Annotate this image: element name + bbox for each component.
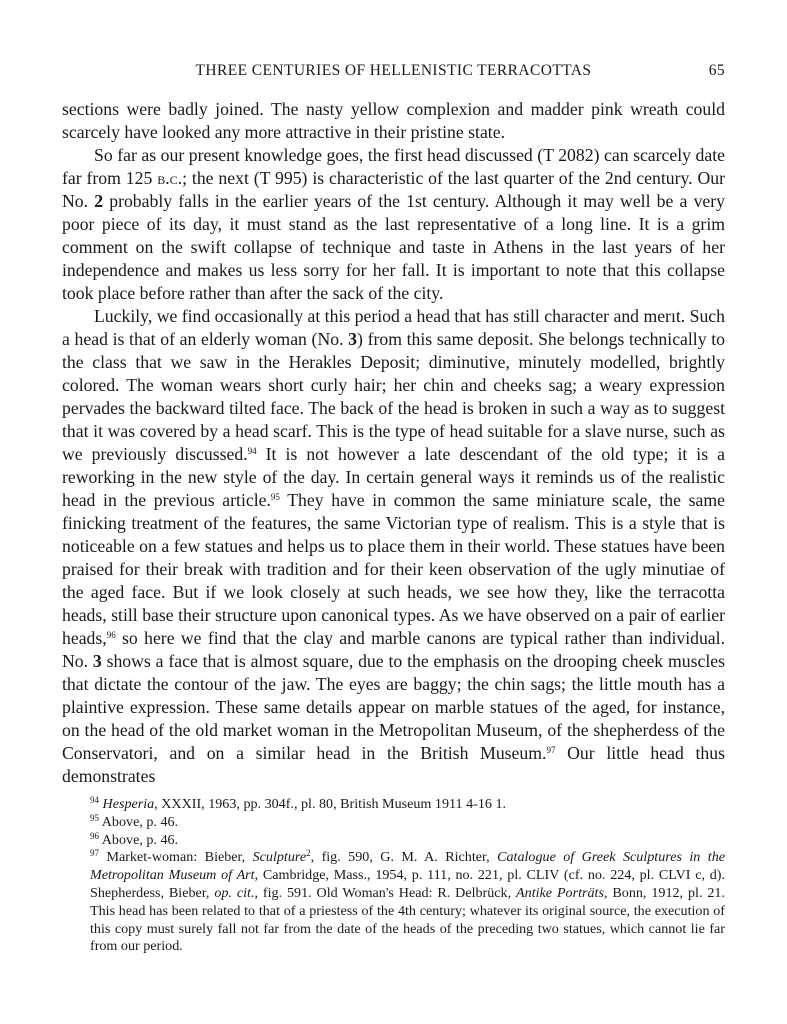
running-header (62, 62, 725, 86)
paragraph-3 (62, 305, 725, 788)
footnote-text: , Bonn, 1912, pl. 21. This head has been related to that of a priestess of the 4th century; whatever its original source, the execution of this copy must surely fall not far from the date of the heads of the preceding two statues, which cannot lie far from our period. (90, 884, 725, 955)
footnote-text: , XXXII, 1963, pp. 304f., pl. 80, British Museum 1911 4-16 1. (154, 796, 507, 812)
footnotes (62, 796, 725, 956)
paragraph-3-text: so here we find that the clay and marble canons are typical rather than individual. No. (62, 628, 725, 671)
footnote-text: , fig. 590, G. M. A. Richter, (310, 849, 498, 866)
paragraph-3-text: shows a face that is almost square, due to the emphasis on the drooping cheek muscles that dictate the contour of the jaw. The eyes are baggy; the chin sags; the little mouth has a plaintive expression. These same details appear on marble statues of the aged, for instance, on the head of the old market woman in the Metropolitan Museum, of the shepherdess of the Conservatori, and on a similar head in the British Museum. (62, 651, 725, 763)
paragraph-3-text: ) from this same deposit. She belongs technically to the class that we saw in the Herakles Deposit; diminutive, minutely modelled, brightly colored. The woman wears short curly hair; her chin and cheeks sag; a weary expression pervades the backward tilted face. The back of the head is broken in such a way as to suggest that it was covered by a head scarf. This is the type of head suitable for a slave nurse, such as we previously discussed. (62, 329, 725, 464)
abbrev-op-cit: op. cit. (214, 884, 255, 901)
running-title: THREE CENTURIES OF HELLENISTIC TERRACOTTAS (195, 62, 592, 79)
catalogue-number: 2 (94, 191, 104, 211)
paragraph-3-text: Our little head thus demonstrates (62, 743, 725, 786)
footnote-94 (62, 796, 725, 814)
footnote-ref-96: 96 (106, 630, 116, 640)
footnote-text: , fig. 591. Old Woman's Head: R. Delbrück, (254, 884, 517, 901)
catalogue-number: 3 (348, 329, 358, 349)
edition-superscript: 2 (306, 848, 311, 859)
paragraph-3-text: Luckily, we find occasionally at this period a head that has still character and merıt. Such a head is that of an elderly woman (No. (62, 306, 725, 349)
paragraph-2 (62, 144, 725, 305)
footnote-number: 97 (90, 848, 99, 859)
footnote-number: 94 (90, 795, 99, 805)
journal-title: Hesperia (102, 796, 155, 812)
paragraph-2-text: ; the next (T 995) is characteristic of the last quarter of the 2nd century. Our No. (62, 168, 726, 211)
page-number: 65 (708, 62, 725, 79)
paragraph-1 (62, 98, 725, 144)
book-title: Catalogue of Greek Sculptures in the Metropolitan Museum of Art (90, 849, 725, 884)
catalogue-number: 3 (92, 651, 102, 671)
paragraph-2-text: probably falls in the earlier years of the 1st century. Although it may well be a very poor piece of its day, it must stand as the last representative of a long line. It is a grim comment on the swift collapse of technique and taste in Athens in the last years of her independence and makes us less sorry for her fall. It is important to note that this collapse took place before rather than after the sack of the city. (62, 191, 725, 303)
paragraph-1-text: sections were badly joined. The nasty yellow complexion and madder pink wreath could scarcely have looked any more attractive in their pristine state. (62, 99, 725, 142)
paragraph-3-text: They have in common the same miniature scale, the same finicking treatment of the features, the same Victorian type of realism. This is a style that is noticeable on a few statues and helps us to place them in their world. These statues have been praised for their break with tradition and for their keen observation of the ugly minutiae of the aged face. But if we look closely at such heads, we see how they, like the terracotta heads, still base their structure upon canonical types. As we have observed on a pair of earlier heads, (62, 490, 725, 648)
paragraph-3-text: It is not however a late descendant of the old type; it is a reworking in the new style of the day. In certain general ways it reminds us of the realistic head in the previous article. (62, 444, 725, 510)
footnote-95 (62, 814, 725, 832)
body-text (62, 98, 725, 788)
footnote-ref-95: 95 (270, 492, 280, 502)
footnote-number: 96 (90, 830, 99, 841)
footnote-text: Above, p. 46. (101, 813, 179, 830)
book-title: Antike Porträts (516, 884, 604, 901)
footnote-text: Above, p. 46. (101, 831, 179, 848)
footnote-97 (62, 849, 725, 956)
book-title: Sculpture (252, 849, 307, 866)
paragraph-2-text: So far as our present knowledge goes, the first head discussed (T 2082) can scarcely date far from 125 (62, 145, 725, 188)
footnote-96 (62, 832, 725, 850)
footnote-ref-97: 97 (546, 745, 556, 755)
footnote-text: , Cambridge, Mass., 1954, p. 111, no. 221, pl. CLIV (cf. no. 224, pl. CLVI c, d). Shepherdess, Bieber, (90, 867, 725, 901)
footnote-text: Market-woman: Bieber, (106, 849, 253, 866)
footnote-number: 95 (90, 812, 99, 823)
abbrev-bc: b.c. (157, 168, 183, 188)
footnote-ref-94: 94 (247, 446, 257, 456)
